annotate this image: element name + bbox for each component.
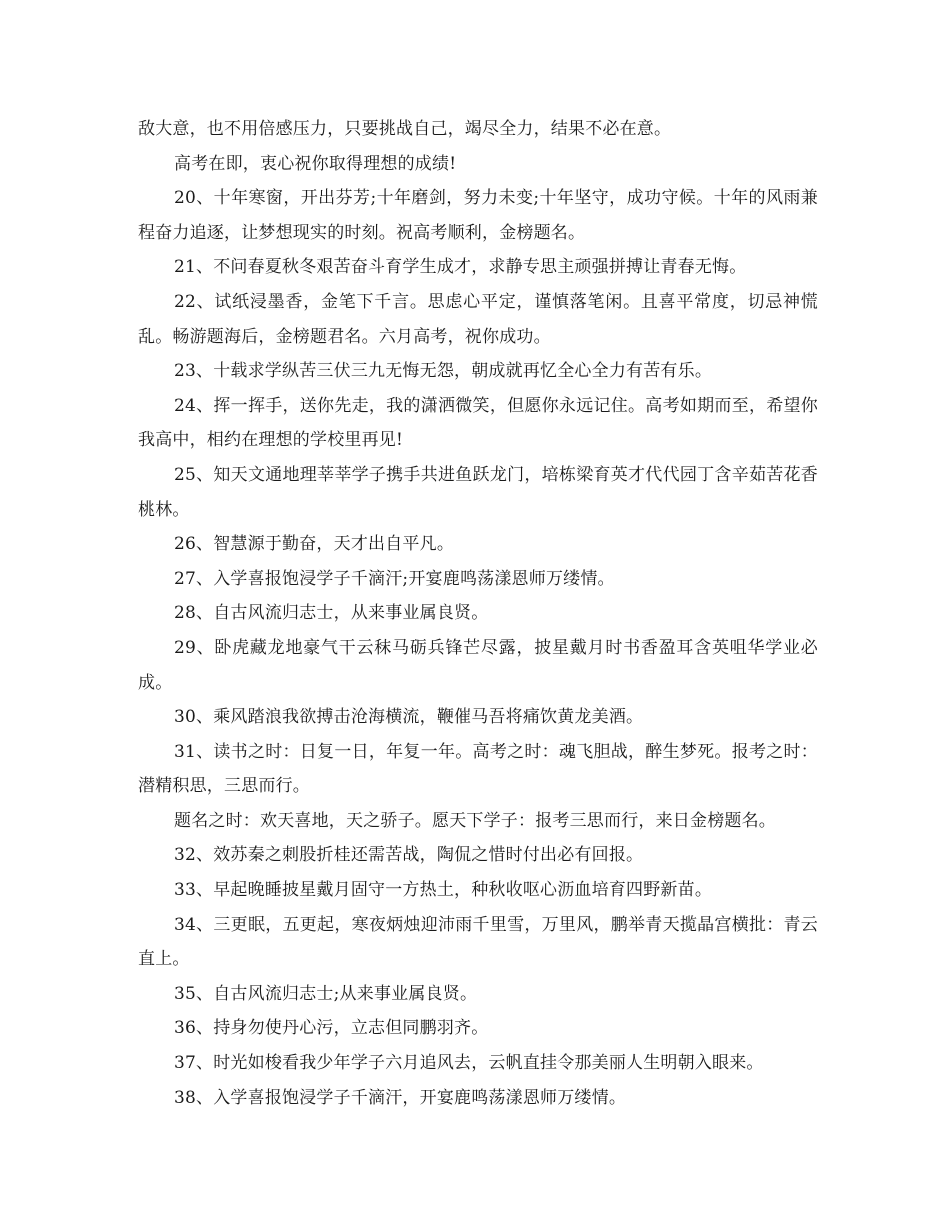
paragraph: 题名之时：欢天喜地，天之骄子。愿天下学子：报考三思而行，来日金榜题名。 xyxy=(174,810,776,831)
paragraph: 25、知天文通地理莘莘学子携手共进鱼跃龙门，培栋梁育英才代代园丁含辛茹苦花香桃林。 xyxy=(138,464,818,520)
paragraph: 33、早起晚睡披星戴月固守一方热土，种秋收呕心沥血培育四野新苗。 xyxy=(174,880,713,901)
document-body xyxy=(138,112,818,1115)
paragraph: 37、时光如梭看我少年学子六月追风去，云帆直挂令那美丽人生明朝入眼来。 xyxy=(174,1053,764,1074)
paragraph: 28、自古风流归志士，从来事业属良贤。 xyxy=(174,603,489,624)
paragraph: 29、卧虎藏龙地豪气干云秣马砺兵锋芒尽露，披星戴月时书香盈耳含英咀华学业必成。 xyxy=(138,637,818,693)
paragraph: 27、入学喜报饱浸学子千滴汗;开宴鹿鸣荡漾恩师万缕情。 xyxy=(174,568,615,589)
paragraph: 20、十年寒窗，开出芬芳;十年磨剑，努力未变;十年坚守，成功守候。十年的风雨兼程奋力追逐，让梦想现实的时刻。祝高考顺利，金榜题名。 xyxy=(138,188,818,243)
paragraph: 24、挥一挥手，送你先走，我的潇洒微笑，但愿你永远记住。高考如期而至，希望你我高中，相约在理想的学校里再见! xyxy=(138,395,818,451)
paragraph: 敌大意，也不用倍感压力，只要挑战自己，竭尽全力，结果不必在意。 xyxy=(138,119,672,139)
paragraph: 34、三更眠，五更起，寒夜炳烛迎沛雨千里雪，万里风，鹏举青天揽晶宫横批：青云直上。 xyxy=(138,914,818,970)
paragraph: 38、入学喜报饱浸学子千滴汗，开宴鹿鸣荡漾恩师万缕情。 xyxy=(174,1087,627,1108)
paragraph: 22、试纸浸墨香，金笔下千言。思虑心平定，谨慎落笔闲。且喜平常度，切忌神慌乱。畅游题海后，金榜题君名。六月高考，祝你成功。 xyxy=(138,291,818,347)
paragraph: 23、十载求学纵苦三伏三九无悔无怨，朝成就再忆全心全力有苦有乐。 xyxy=(174,361,713,382)
paragraph: 36、持身勿使丹心污，立志但同鹏羽齐。 xyxy=(174,1018,489,1039)
paragraph: 31、读书之时：日复一日，年复一年。高考之时：魂飞胆战，醉生梦死。报考之时：潜精积思，三思而行。 xyxy=(138,741,818,797)
paragraph: 高考在即，衷心祝你取得理想的成绩! xyxy=(174,153,457,174)
paragraph: 35、自古风流归志士;从来事业属良贤。 xyxy=(174,983,478,1004)
paragraph: 21、不问春夏秋冬艰苦奋斗育学生成才，求静专思主顽强拼搏让青春无悔。 xyxy=(174,257,747,278)
paragraph: 32、效苏秦之刺股折桂还需苦战，陶侃之惜时付出必有回报。 xyxy=(174,845,644,866)
paragraph: 30、乘风踏浪我欲搏击沧海横流，鞭催马吾将痛饮黄龙美酒。 xyxy=(174,707,644,728)
paragraph: 26、智慧源于勤奋，天才出自平凡。 xyxy=(174,534,455,555)
